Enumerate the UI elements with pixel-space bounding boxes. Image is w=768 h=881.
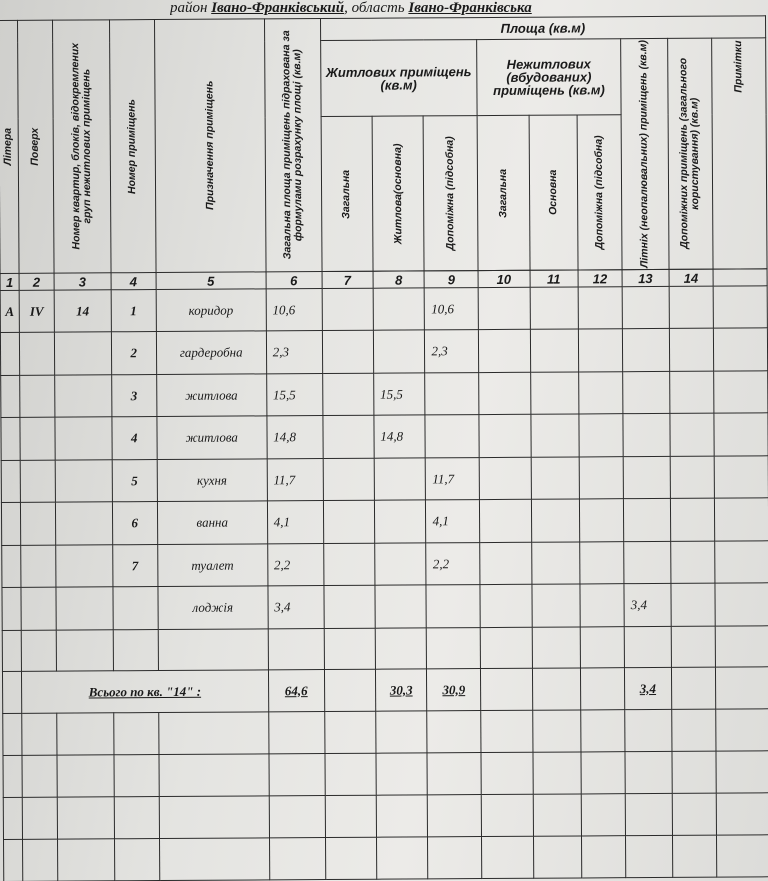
- col-header-nonliving-total: Загальна: [496, 168, 510, 218]
- col-number: 3: [54, 273, 111, 290]
- col-number: 10: [478, 270, 530, 287]
- room-purpose-cell: ванна: [157, 501, 267, 545]
- aux-area-cell: 2,2: [426, 543, 480, 585]
- table-row: [2, 626, 768, 672]
- col-header-living-main: Житлова(основна): [391, 143, 405, 245]
- col-number: 4: [111, 273, 156, 290]
- table-row: [3, 709, 768, 756]
- living-area-cell: [374, 458, 426, 500]
- table-row: [2, 583, 768, 631]
- room-number-cell: 1: [111, 290, 156, 332]
- room-purpose-cell: гардеробна: [156, 331, 266, 375]
- col-header-total-area: Загальна площа приміщень підрахована за формулами розрахунку площі (кв.м): [280, 30, 305, 260]
- room-purpose-cell: житлова: [157, 416, 267, 460]
- col-number: 12: [578, 270, 623, 287]
- summer-area-cell: 3,4: [624, 583, 671, 626]
- col-number: 13: [622, 269, 669, 286]
- totals-row: [2, 667, 768, 714]
- aux-area-cell: 2,3: [425, 330, 479, 373]
- col-number: 7: [322, 271, 373, 288]
- litera-cell: А: [0, 290, 19, 332]
- room-number-cell: 6: [112, 502, 157, 545]
- totals-total-area: 64,6: [268, 670, 324, 712]
- aux-area-cell: [425, 373, 479, 415]
- total-area-cell: 3,4: [268, 586, 324, 629]
- col-number: 8: [373, 271, 425, 288]
- nonliving-group-header: Нежитлових (вбудованих) приміщень (кв.м): [477, 39, 622, 116]
- totals-summer-area: 3,4: [625, 667, 672, 709]
- total-area-cell: 10,6: [266, 289, 322, 331]
- col-number: 5: [156, 272, 266, 290]
- table-row: [0, 286, 767, 333]
- room-number-cell: [113, 587, 158, 630]
- room-purpose-cell: туалет: [157, 544, 267, 587]
- table-row: [3, 793, 768, 840]
- aux-area-cell: 4,1: [426, 500, 480, 543]
- table-row: [3, 751, 768, 798]
- region-value: Івано-Франківська: [408, 0, 532, 16]
- room-number-cell: 2: [111, 332, 156, 375]
- living-group-header: Житлових приміщень (кв.м): [320, 40, 477, 117]
- summer-area-cell: [623, 371, 670, 413]
- col-header-common: Допоміжних приміщень (загального користування) (кв.м): [677, 58, 702, 250]
- totals-aux-area: 30,9: [427, 669, 481, 711]
- col-header-nonliving-aux: Допоміжна (підсобна): [592, 135, 606, 250]
- totals-label: Всього по кв. "14" :: [21, 670, 268, 714]
- col-number: [713, 269, 767, 286]
- room-number-cell: 7: [112, 545, 157, 587]
- aux-area-cell: [425, 415, 479, 458]
- table-row: [1, 456, 768, 503]
- apartment-cell: 14: [54, 290, 111, 332]
- living-area-cell: 14,8: [374, 415, 426, 458]
- col-header-notes: Примітки: [732, 40, 745, 93]
- living-area-cell: [374, 543, 426, 585]
- living-area-cell: 15,5: [373, 373, 425, 415]
- summer-area-cell: [622, 328, 669, 371]
- table-row: [2, 541, 768, 588]
- living-area-cell: [375, 585, 427, 628]
- totals-living-area: 30,3: [375, 669, 427, 711]
- room-purpose-cell: лоджія: [158, 586, 268, 630]
- room-purpose-cell: житлова: [156, 374, 266, 417]
- col-number: 9: [425, 271, 479, 288]
- col-header-summer: Літніх (неопалювальних) приміщень (кв.м): [637, 40, 651, 268]
- aux-area-cell: [426, 585, 480, 628]
- area-group-header: Площа (кв.м): [320, 16, 765, 41]
- col-header-room-number: Номер приміщень: [125, 98, 139, 194]
- aux-area-cell: 11,7: [426, 458, 480, 500]
- col-header-apartment: Номер квартир, блоків, відокремлених груп нежитлових приміщень: [68, 43, 94, 250]
- table-row: [0, 328, 767, 376]
- col-number: 6: [266, 272, 322, 289]
- col-number: 2: [19, 273, 54, 290]
- room-purpose-cell: коридор: [156, 289, 266, 332]
- col-header-nonliving-main: Основна: [546, 170, 559, 216]
- summer-area-cell: [624, 541, 671, 583]
- col-header-living-aux: Допоміжна (підсобна): [443, 136, 457, 251]
- col-header-living-total: Загальна: [340, 169, 353, 219]
- total-area-cell: 14,8: [267, 416, 323, 459]
- total-area-cell: 4,1: [267, 501, 323, 544]
- col-number: 1: [0, 273, 19, 290]
- col-header-litera: Літера: [2, 128, 15, 166]
- region-label: , область: [344, 0, 405, 16]
- district-value: Івано-Франківський: [211, 0, 345, 16]
- table-row: [1, 413, 768, 461]
- summer-area-cell: [623, 456, 670, 498]
- living-area-cell: [373, 288, 425, 330]
- col-header-floor: Поверх: [29, 127, 42, 166]
- aux-area-cell: 10,6: [425, 288, 479, 330]
- room-number-cell: 4: [112, 417, 157, 460]
- room-number-cell: 3: [111, 375, 156, 417]
- table-row: [1, 498, 768, 546]
- total-area-cell: 15,5: [266, 374, 322, 416]
- room-number-cell: 5: [112, 460, 157, 502]
- living-area-cell: [373, 330, 425, 373]
- living-area-cell: [374, 500, 426, 543]
- col-header-purpose: Призначення приміщень: [203, 81, 216, 211]
- summer-area-cell: [624, 498, 671, 541]
- table-row: [4, 835, 768, 881]
- summer-area-cell: [623, 413, 670, 456]
- table-row: [1, 371, 768, 418]
- district-label: район: [170, 0, 208, 16]
- total-area-cell: 11,7: [267, 459, 323, 501]
- col-number: 14: [669, 269, 714, 286]
- total-area-cell: 2,2: [267, 544, 323, 586]
- summer-area-cell: [622, 286, 669, 328]
- floor-cell: IV: [19, 290, 54, 332]
- rooms-table: [0, 15, 768, 881]
- total-area-cell: 2,3: [266, 331, 322, 374]
- room-purpose-cell: кухня: [157, 459, 267, 502]
- col-number: 11: [530, 270, 578, 287]
